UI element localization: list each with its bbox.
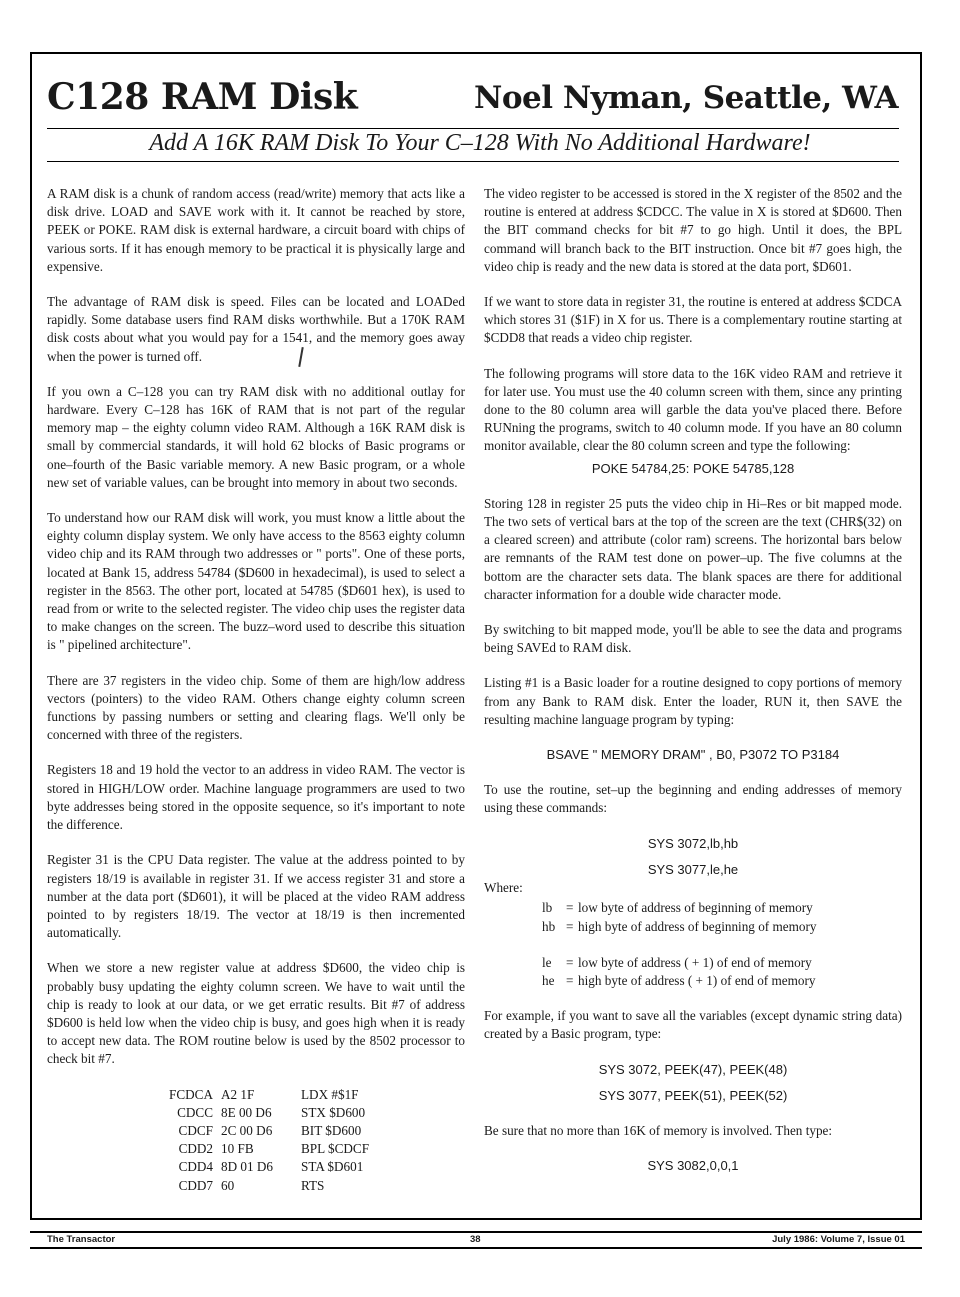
paragraph: The video register to be accessed is stored in the X register of the 8502 and the routine is entered at address $CDCC. The value in X is stored at $D600. Then the BIT command checks for bit #7 to go high. Until it does, the BPL command will branch back to the BIT instruction. Once bit #7 goes high, the video chip is ready and the new data is stored at the data port, $D601. — [484, 186, 902, 274]
parameter-definitions — [542, 899, 902, 990]
paragraph: Listing #1 is a Basic loader for a routine designed to copy portions of memory from any Bank to RAM disk. Enter the loader, RUN it, then SAVE the resulting machine language program by typing: — [484, 675, 902, 727]
paragraph: The advantage of RAM disk is speed. Files can be located and LOADed rapidly. Some database users find RAM disks worthwhile. But a 170K RAM disk costs about what you would pay for a 1541, and the memory goes away when the power is turned off. — [47, 294, 465, 364]
definition-row: he = high byte of address ( + 1) of end of memory — [542, 972, 816, 988]
definition-row: hb = high byte of address of beginning of memory — [542, 918, 817, 934]
paragraph: If we want to store data in register 31, the routine is entered at address $CDCA which stores 31 ($1F) in X for us. There is a complementary routine starting at $CDD8 that reads a video chip register. — [484, 294, 902, 346]
poke-command: POKE 54784,25: POKE 54785,128 — [591, 460, 795, 476]
sys-command: SYS 3077, PEEK(51), PEEK(52) — [598, 1087, 788, 1103]
listing-row: FCDCA A2 1F LDX #$1F — [169, 1086, 359, 1102]
listing-row: CDD7 60 RTS — [178, 1177, 325, 1193]
paragraph: For example, if you want to save all the variables (except dynamic string data) created by a Basic program, type: — [484, 1008, 902, 1042]
paragraph: The following programs will store data to the 16K video RAM and retrieve it for later use. You must use the 40 column screen with them, since any printing done to the 80 column area will garble the data you've placed there. Before RUNning the programs, switch to 40 column mode. If you have an 80 column monitor available, clear the 80 column screen and type the following: — [484, 365, 902, 454]
paragraph: Storing 128 in register 25 puts the video chip in Hi–Res or bit mapped mode. The two sets of vertical bars at the top of the screen are the text (CHR$(32) on a cleared screen) and attribute (color ram) screens. The horizontal bars below are remnants of the RAM test done on power–up. The five columns at the bottom are the character sets data. The blank spaces are there for additional character information for a double wide character mode. — [484, 495, 902, 602]
sys-command: SYS 3072,lb,hb — [647, 835, 739, 851]
bsave-command: BSAVE " MEMORY DRAM" , B0, P3072 TO P3184 — [546, 747, 840, 763]
left-column — [47, 185, 465, 1195]
issue-info: July 1986: Volume 7, Issue 01 — [772, 1234, 905, 1245]
listing-row: CDD2 10 FB BPL $CDCF — [178, 1141, 370, 1157]
listing-row: CDD4 8D 01 D6 STA $D601 — [178, 1159, 364, 1175]
sys-command: SYS 3077,le,he — [647, 861, 739, 877]
sys-command: SYS 3082,0,0,1 — [647, 1158, 739, 1174]
title-rule — [47, 128, 899, 129]
article-title: C128 RAM Disk — [47, 76, 358, 118]
paragraph: There are 37 registers in the video chip. Some of them are high/low address vectors (pointers) to the video RAM. Others change eighty column screen functions by passing numbers or setting and clearing flags. We'll only be concerned with three of the registers. — [47, 672, 465, 743]
subtitle: Add A 16K RAM Disk To Your C–128 With No Additional Hardware! — [149, 130, 811, 156]
where-label: Where: — [484, 880, 523, 896]
sys-command: SYS 3072, PEEK(47), PEEK(48) — [598, 1061, 788, 1077]
paragraph: Registers 18 and 19 hold the vector to an address in video RAM. The vector is stored in HIGH/LOW order. Machine language programmers are used to two byte addresses being stored in the opposite sequence, so it's important to note the difference. — [47, 762, 465, 833]
subtitle-rule — [47, 161, 899, 162]
definition-row: le = low byte of address ( + 1) of end of memory — [542, 954, 812, 970]
paragraph: If you own a C–128 you can try RAM disk with no additional outlay for hardware. Every C–128 has 16K of RAM that is not part of the regular memory map – the eighty column video RAM. Although a 16K RAM disk is small by commercial standards, it will hold 62 blocks of Basic programs or one–fourth of the Basic variable memory. A new Basic program, or a whole new set of variable values, can be brought into memory in about two seconds. — [47, 383, 465, 490]
listing-row: CDCC 8E 00 D6 STX $D600 — [177, 1104, 366, 1120]
publication-name: The Transactor — [47, 1234, 116, 1245]
paragraph: By switching to bit mapped mode, you'll be able to see the data and programs being SAVEd to RAM disk. — [484, 622, 902, 656]
page-footer — [30, 1231, 922, 1249]
paragraph: To understand how our RAM disk will work, you must know a little about the eighty column display system. We only have access to the 8563 eighty column video chip and its RAM through two addresses or " ports". One of these ports, located at Bank 15, address 54784 ($D600 in hexadecimal), is used to select a register in the 8563. The other port, located at 54785 ($D601 hex), is used to read from or write to the selected register. The video chip uses the register data to make changes on the screen. The buzz–word used to describe this situation is " pipelined architecture". — [47, 510, 465, 653]
paragraph: When we store a new register value at address $D600, the video chip is probably busy updating the eighty column screen. We have to wait until the chip is ready to look at our data, or we get erratic results. Bit #7 of address $D600 is held low when the video chip is busy, and goes high when it is ready to accept new data. The ROM routine below is used by the 8502 processor to check bit #7. — [47, 960, 465, 1067]
definition-row: lb = low byte of address of beginning of memory — [542, 900, 813, 916]
paragraph: To use the routine, set–up the beginning and ending addresses of memory using these commands: — [484, 782, 902, 816]
page-number: 38 — [470, 1234, 481, 1245]
code-listing — [155, 1086, 465, 1195]
paragraph: Be sure that no more than 16K of memory is involved. Then type: — [484, 1122, 833, 1138]
paragraph: A RAM disk is a chunk of random access (read/write) memory that acts like a disk drive. LOAD and SAVE work with it. It cannot be reached by store, PEEK or POKE. RAM disk is external hardware, a circuit board with chips of various sorts. If it has enough memory to be practical it is physically large and expensive. — [47, 186, 465, 274]
paragraph: Register 31 is the CPU Data register. The value at the address pointed to by registers 18/19 is available in register 31. If we access register 31 and store a number at the data port ($D601), it will be placed at the video RAM address pointed to by registers 18/19. The vector at 18/19 is then incremented automatically. — [47, 852, 465, 941]
right-column — [484, 185, 902, 1175]
author-byline: Noel Nyman, Seattle, WA — [474, 80, 898, 116]
listing-row: CDCF 2C 00 D6 BIT $D600 — [178, 1122, 362, 1138]
